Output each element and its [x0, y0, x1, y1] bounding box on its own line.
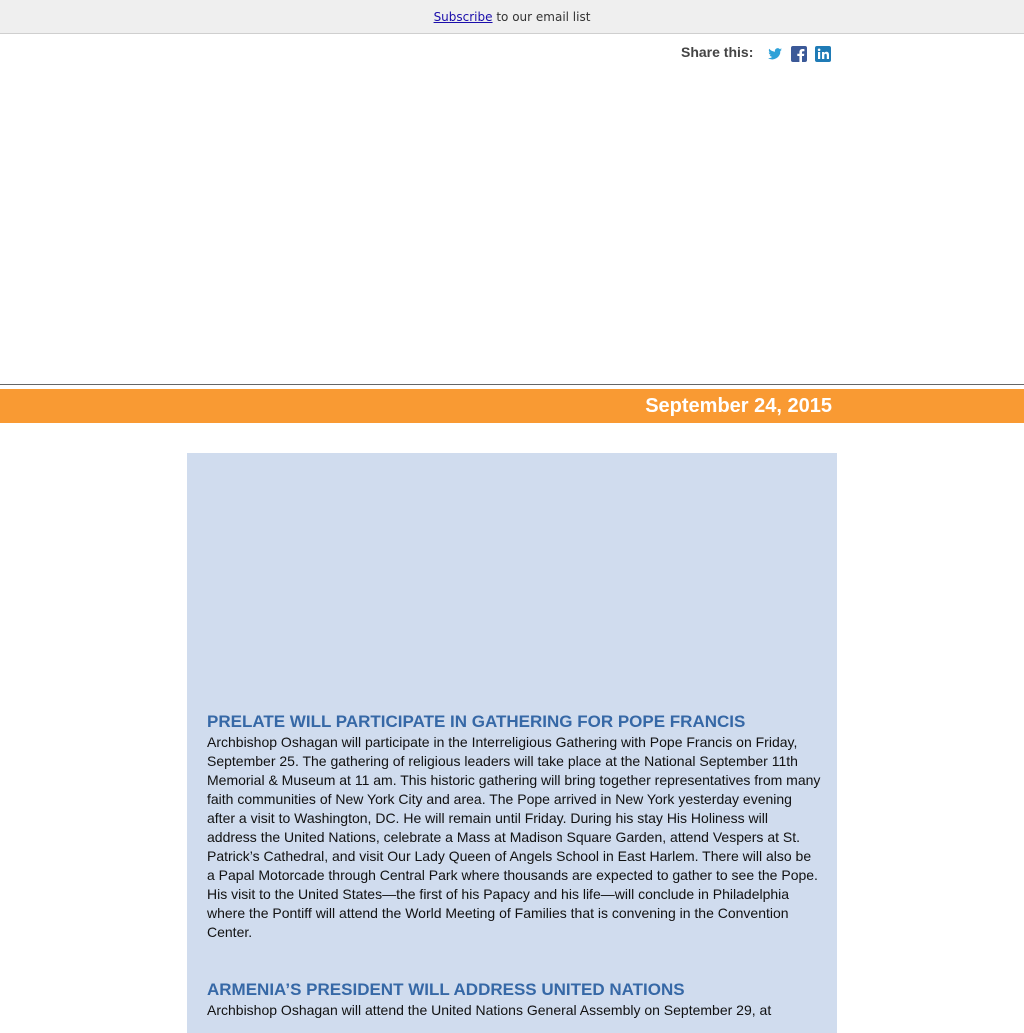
facebook-icon[interactable] [791, 46, 807, 62]
article-title: PRELATE WILL PARTICIPATE IN GATHERING FOR POPE FRANCIS [207, 712, 746, 731]
article-armenia-president [207, 980, 821, 1020]
subscribe-link[interactable]: Subscribe [433, 10, 493, 24]
subscribe-bar [0, 0, 1024, 34]
social-share-icons [767, 46, 831, 62]
issue-date: September 24, 2015 [645, 395, 832, 417]
header-divider [0, 384, 1024, 385]
date-banner [0, 389, 1024, 423]
article-body: Archbishop Oshagan will attend the United Nations General Assembly on September 29, at [207, 1002, 772, 1018]
content-panel [187, 453, 837, 1033]
article-body: Archbishop Oshagan will participate in the Interreligious Gathering with Pope Francis on Friday, September 25. The gathering of religious leaders will take place at the National September 11th Memorial & Museum at 11 am. This historic gathering will bring together representatives from many faith communities of New York City and area. The Pope arrived in New York yesterday evening after a visit to Washington, DC. He will remain until Friday. During his stay His Holiness will address the United Nations, celebrate a Mass at Madison Square Garden, attend Vespers at St. Patrick’s Cathedral, and visit Our Lady Queen of Angels School in East Harlem. There will also be a Papal Motorcade through Central Park where thousands are expected to gather to see the Pope. His visit to the United States—the first of his Papacy and his life—will conclude in Philadelphia where the Pontiff will attend the World Meeting of Families that is convening in the Convention Center. [207, 734, 821, 940]
share-label: Share this: [681, 44, 754, 60]
article-pope-gathering [207, 712, 821, 942]
subscribe-suffix: to our email list [492, 10, 591, 24]
twitter-icon[interactable] [767, 46, 783, 62]
article-title: ARMENIA’S PRESIDENT WILL ADDRESS UNITED NATIONS [207, 980, 685, 999]
linkedin-icon[interactable] [815, 46, 831, 62]
